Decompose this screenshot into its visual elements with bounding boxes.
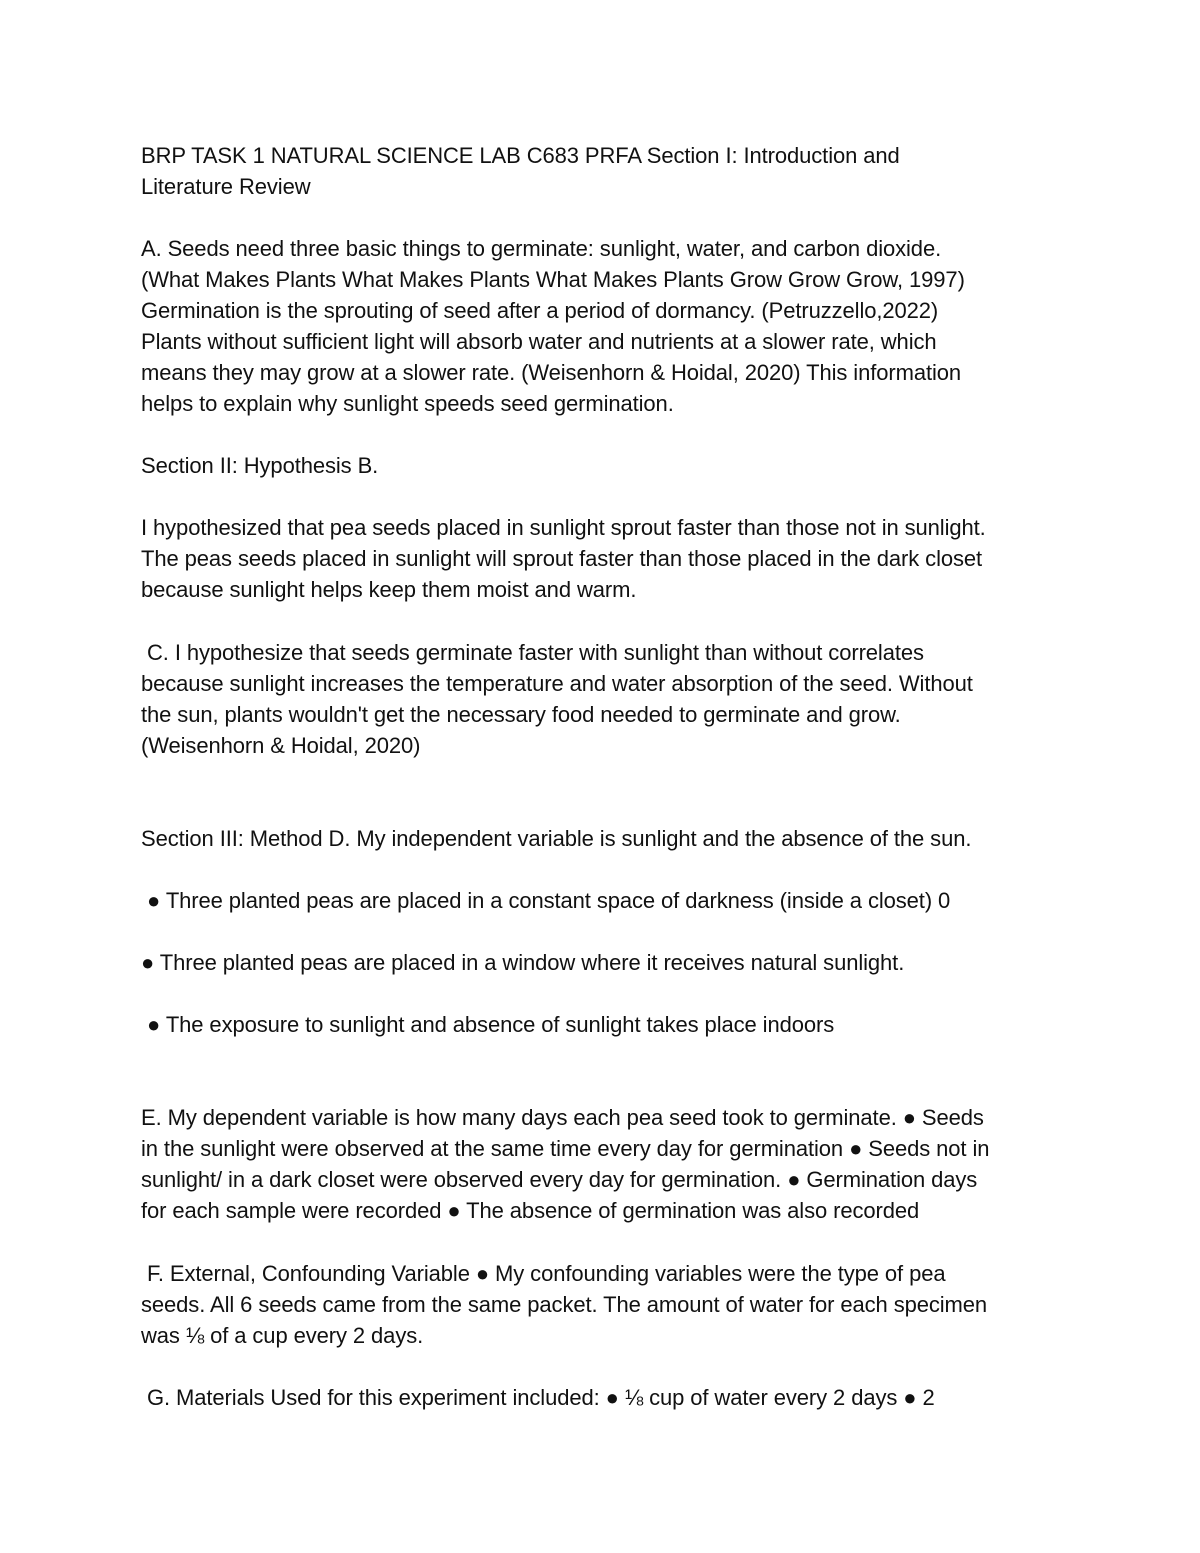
hypothesis-line-1: I hypothesized that pea seeds placed in sunlight sprout faster than those not in sunlight. <box>141 515 986 540</box>
section-c-line-2: because sunlight increases the temperature and water absorption of the seed. Without <box>141 671 973 696</box>
section-e-line-2: in the sunlight were observed at the same time every day for germination ● Seeds not in <box>141 1136 990 1161</box>
section-a-line-3: Germination is the sprouting of seed after a period of dormancy. (Petruzzello,2022) <box>141 298 939 323</box>
section-g-line-1: G. Materials Used for this experiment included: ● ⅛ cup of water every 2 days ● 2 <box>141 1385 935 1410</box>
section-e-line-3: sunlight/ in a dark closet were observed every day for germination. ● Germination days <box>141 1167 978 1192</box>
section-a-line-4: Plants without sufficient light will absorb water and nutrients at a slower rate, which <box>141 329 937 354</box>
section-a-line-1: A. Seeds need three basic things to germinate: sunlight, water, and carbon dioxide. <box>141 236 942 261</box>
title-line-1: BRP TASK 1 NATURAL SCIENCE LAB C683 PRFA Section I: Introduction and <box>141 143 900 168</box>
section-a-line-5: means they may grow at a slower rate. (Weisenhorn & Hoidal, 2020) This information <box>141 360 962 385</box>
section-c-line-4: (Weisenhorn & Hoidal, 2020) <box>141 733 421 758</box>
section-c-line-3: the sun, plants wouldn't get the necessary food needed to germinate and grow. <box>141 702 901 727</box>
hypothesis-line-3: because sunlight helps keep them moist and warm. <box>141 577 637 602</box>
method-bullet-3: ● The exposure to sunlight and absence of sunlight takes place indoors <box>141 1012 835 1037</box>
section-a-line-2: (What Makes Plants What Makes Plants What Makes Plants Grow Grow Grow, 1997) <box>141 267 965 292</box>
section-iii-line: Section III: Method D. My independent variable is sunlight and the absence of the sun. <box>141 826 972 851</box>
section-e-line-4: for each sample were recorded ● The absence of germination was also recorded <box>141 1198 920 1223</box>
method-bullet-2: ● Three planted peas are placed in a window where it receives natural sunlight. <box>141 950 905 975</box>
section-a-line-6: helps to explain why sunlight speeds seed germination. <box>141 391 674 416</box>
section-f-line-1: F. External, Confounding Variable ● My confounding variables were the type of pea <box>141 1261 946 1286</box>
section-f-line-2: seeds. All 6 seeds came from the same packet. The amount of water for each specimen <box>141 1292 988 1317</box>
title-line-2: Literature Review <box>141 174 311 199</box>
method-bullet-1: ● Three planted peas are placed in a constant space of darkness (inside a closet) 0 <box>141 888 951 913</box>
hypothesis-line-2: The peas seeds placed in sunlight will sprout faster than those placed in the dark closet <box>141 546 983 571</box>
section-c-line-1: C. I hypothesize that seeds germinate faster with sunlight than without correlates <box>141 640 924 665</box>
section-e-line-1: E. My dependent variable is how many days each pea seed took to germinate. ● Seeds <box>141 1105 984 1130</box>
section-ii-heading: Section II: Hypothesis B. <box>141 453 379 478</box>
section-f-line-3: was ⅛ of a cup every 2 days. <box>141 1323 424 1348</box>
